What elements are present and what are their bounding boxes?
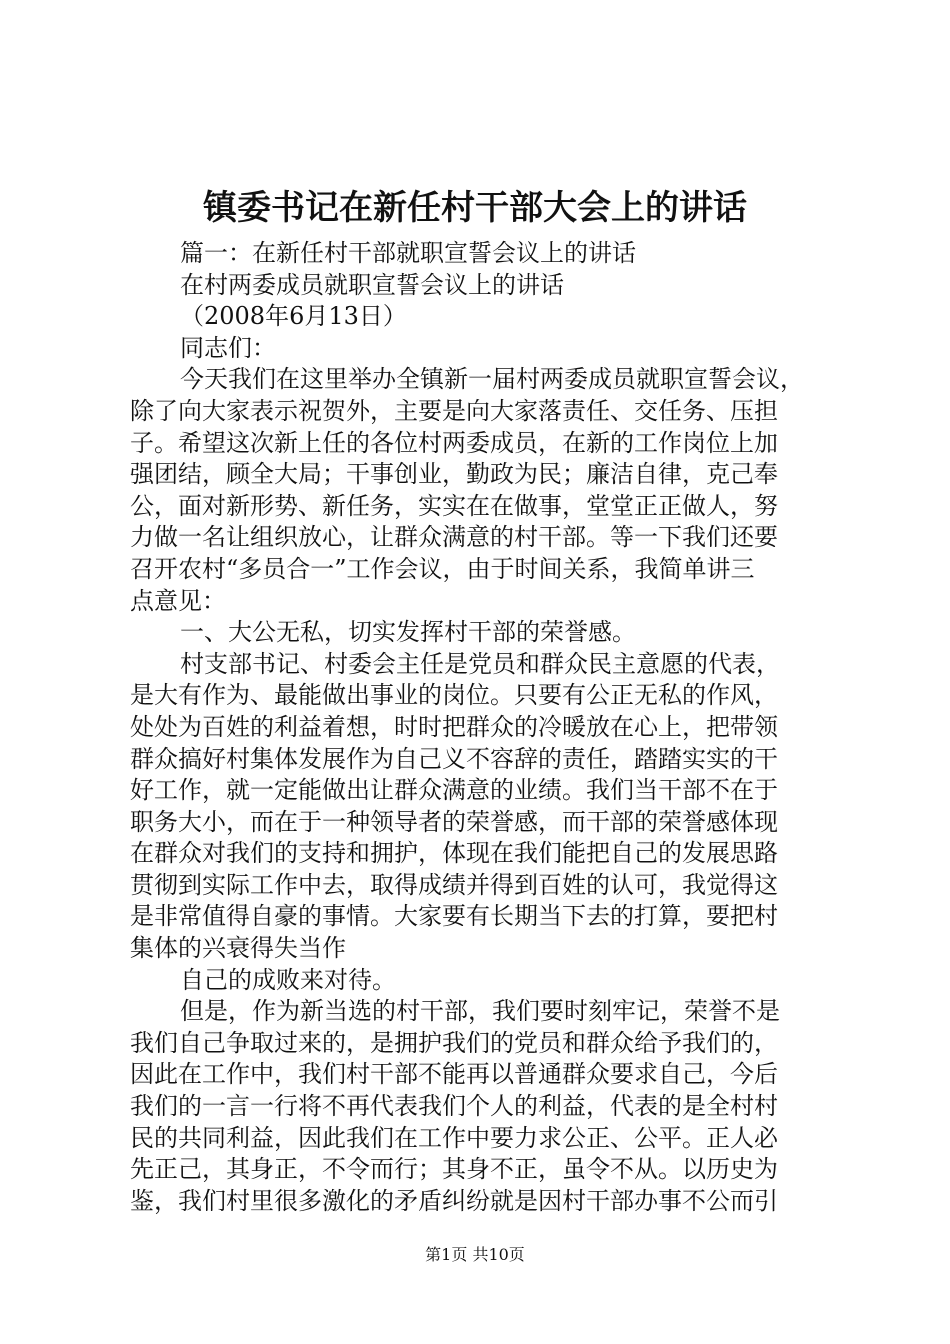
body-line: 民的共同利益，因此我们在工作中要力求公正、公平。正人必 (130, 1123, 778, 1152)
body-line: 是非常值得自豪的事情。大家要有长期当下去的打算，要把村 (130, 902, 778, 931)
document-body (130, 238, 830, 1217)
body-line: （2008年6月13日） (180, 302, 407, 331)
body-line: 我们自己争取过来的，是拥护我们的党员和群众给予我们的， (130, 1028, 778, 1057)
body-line: 处处为百姓的利益着想，时时把群众的冷暖放在心上，把带领 (130, 712, 778, 741)
body-line: 鉴，我们村里很多激化的矛盾纠纷就是因村干部办事不公而引 (130, 1186, 778, 1215)
body-line: 职务大小，而在于一种领导者的荣誉感，而干部的荣誉感体现 (130, 807, 778, 836)
body-line: 同志们： (180, 333, 276, 362)
body-line: 群众搞好村集体发展作为自己义不容辞的责任，踏踏实实的干 (130, 744, 778, 773)
body-line: 自己的成败来对待。 (180, 965, 396, 994)
body-line: 公，面对新形势、新任务，实实在在做事，堂堂正正做人，努 (130, 491, 778, 520)
body-line: 点意见： (130, 586, 226, 615)
body-line: 好工作，就一定能做出让群众满意的业绩。我们当干部不在于 (130, 776, 778, 805)
body-line: 因此在工作中，我们村干部不能再以普通群众要求自己，今后 (130, 1060, 778, 1089)
body-line: 贯彻到实际工作中去，取得成绩并得到百姓的认可，我觉得这 (130, 870, 778, 899)
body-line: 召开农村“多员合一”工作会议，由于时间关系，我简单讲三 (130, 554, 755, 583)
body-line: 篇一：在新任村干部就职宣誓会议上的讲话 (180, 239, 636, 267)
body-line: 除了向大家表示祝贺外，主要是向大家落责任、交任务、压担 (130, 396, 778, 425)
body-line: 一、大公无私，切实发挥村干部的荣誉感。 (180, 618, 636, 647)
body-line: 子。希望这次新上任的各位村两委成员，在新的工作岗位上加 (130, 428, 778, 457)
page-number-footer: 第1页 共10页 (425, 1245, 525, 1264)
body-line: 我们的一言一行将不再代表我们个人的利益，代表的是全村村 (130, 1092, 778, 1121)
body-line: 但是，作为新当选的村干部，我们要时刻牢记，荣誉不是 (180, 997, 780, 1026)
document-title: 镇委书记在新任村干部大会上的讲话 (203, 188, 747, 228)
body-line: 在群众对我们的支持和拥护，体现在我们能把自己的发展思路 (130, 839, 778, 868)
body-line: 集体的兴衰得失当作 (130, 934, 346, 963)
body-line: 先正己，其身正，不令而行；其身不正，虽令不从。以历史为 (130, 1155, 778, 1184)
body-line: 强团结，顾全大局；干事创业，勤政为民；廉洁自律，克己奉 (130, 460, 778, 489)
body-line: 力做一名让组织放心，让群众满意的村干部。等一下我们还要 (130, 523, 778, 552)
body-line: 今天我们在这里举办全镇新一届村两委成员就职宣誓会议， (180, 365, 804, 394)
body-line: 村支部书记、村委会主任是党员和群众民主意愿的代表， (180, 649, 780, 678)
body-line: 在村两委成员就职宣誓会议上的讲话 (180, 270, 564, 299)
body-line: 是大有作为、最能做出事业的岗位。只要有公正无私的作风， (130, 681, 778, 710)
